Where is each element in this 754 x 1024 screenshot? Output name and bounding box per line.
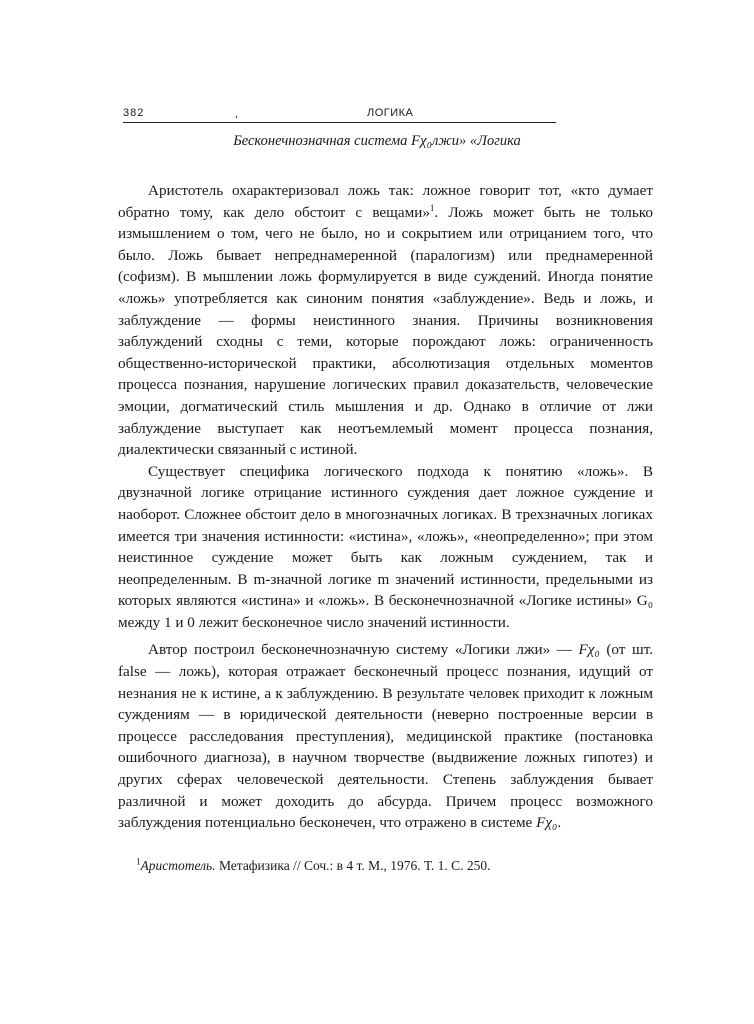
footnote [136,858,491,874]
symbol-f-chi-zero-end: Fχ₀ [536,814,558,832]
section-title [0,133,754,150]
symbol-f-chi-zero: Fχ₀ [578,641,600,659]
footnote-number: 1 [136,856,141,867]
paragraph-2-tail: ₀ между 1 и 0 лежит бесконечное число значений истинности. [118,592,653,631]
running-head-title: ЛОГИКА [367,107,414,119]
page-number: 382 [123,107,145,119]
paragraph-2 [118,461,653,634]
running-head-mark: , [235,108,239,120]
footnote-reference: 1 [429,202,435,213]
section-title-symbol: Fχ₀ [410,133,432,149]
paragraph-3-end: . [557,814,562,832]
paragraph-3-text-cont: (от шт. false — ложь), которая отражает бесконечный процесс познания, идущий от незнания не к истине, а к заблуждению. В результате человек приходит к ложным суждениям — в юридической деятельности (неверно построенные версии в процессе расследования преступления), медицинской практике (постановка ошибочного диагноза), в научном творчестве (выдвижение ложных гипотез) и других сферах человеческой деятельности. Степень заблуждения бывает различной и может доходить до абсурда. Причем процесс возможного заблуждения потенциально бесконечен, что отражено в системе [118,641,653,832]
body-text [118,180,653,834]
section-title-prefix: Бесконечнозначная система [233,133,411,149]
footnote-author: Аристотель. [140,858,216,873]
section-title-suffix: лжи» «Логика [431,133,521,149]
footnote-text: Метафизика // Соч.: в 4 т. М., 1976. Т. 1. С. 250. [215,858,491,873]
running-head [123,106,556,123]
paragraph-2-text: Существует специфика логического подхода к понятию «ложь». В двузначной логике отрицание истинного суждения дает ложное суждение и наоборот. Сложнее обстоит дело в многозначных логиках. В трехзначных логиках имеется три значения истинности: «истина», «ложь», «неопределенно»; при этом неистинное суждение может быть как ложным суждением, так и неопределенным. В m-значной логике m значений истинности, предельными из которых являются «истина» и «ложь». В бесконечнозначной «Логике истины» G [118,462,653,610]
paragraph-3 [118,639,653,833]
paragraph-3-text: Автор построил бесконечнозначную систему «Логики лжи» — [148,641,579,659]
paragraph-1-text: Аристотель охарактеризовал ложь так: ложное говорит тот, «кто думает обратно тому, как дело обстоит с вещами» [118,182,653,221]
paragraph-1-text-cont: . Ложь может быть не только измышлением о том, чего не было, но и сокрытием или отрицанием того, что было. Ложь бывает непреднамеренной (паралогизм) или преднамеренной (софизм). В мышлении ложь формулируется в виде суждений. Иногда понятие «ложь» употребляется как синоним понятия «заблуждение». Ведь и ложь, и заблуждение — формы неистинного знания. Причины возникновения заблуждений сходны с теми, которые порождают ложь: ограниченность общественно-исторической практики, абсолютизация отдельных моментов процесса познания, нарушение логических правил доказательств, человеческие эмоции, догматический стиль мышления и др. Однако в отличие от лжи заблуждение выступает как неотъемлемый момент процесса познания, диалектически связанный с истиной. [118,203,653,459]
paragraph-1 [118,180,653,461]
